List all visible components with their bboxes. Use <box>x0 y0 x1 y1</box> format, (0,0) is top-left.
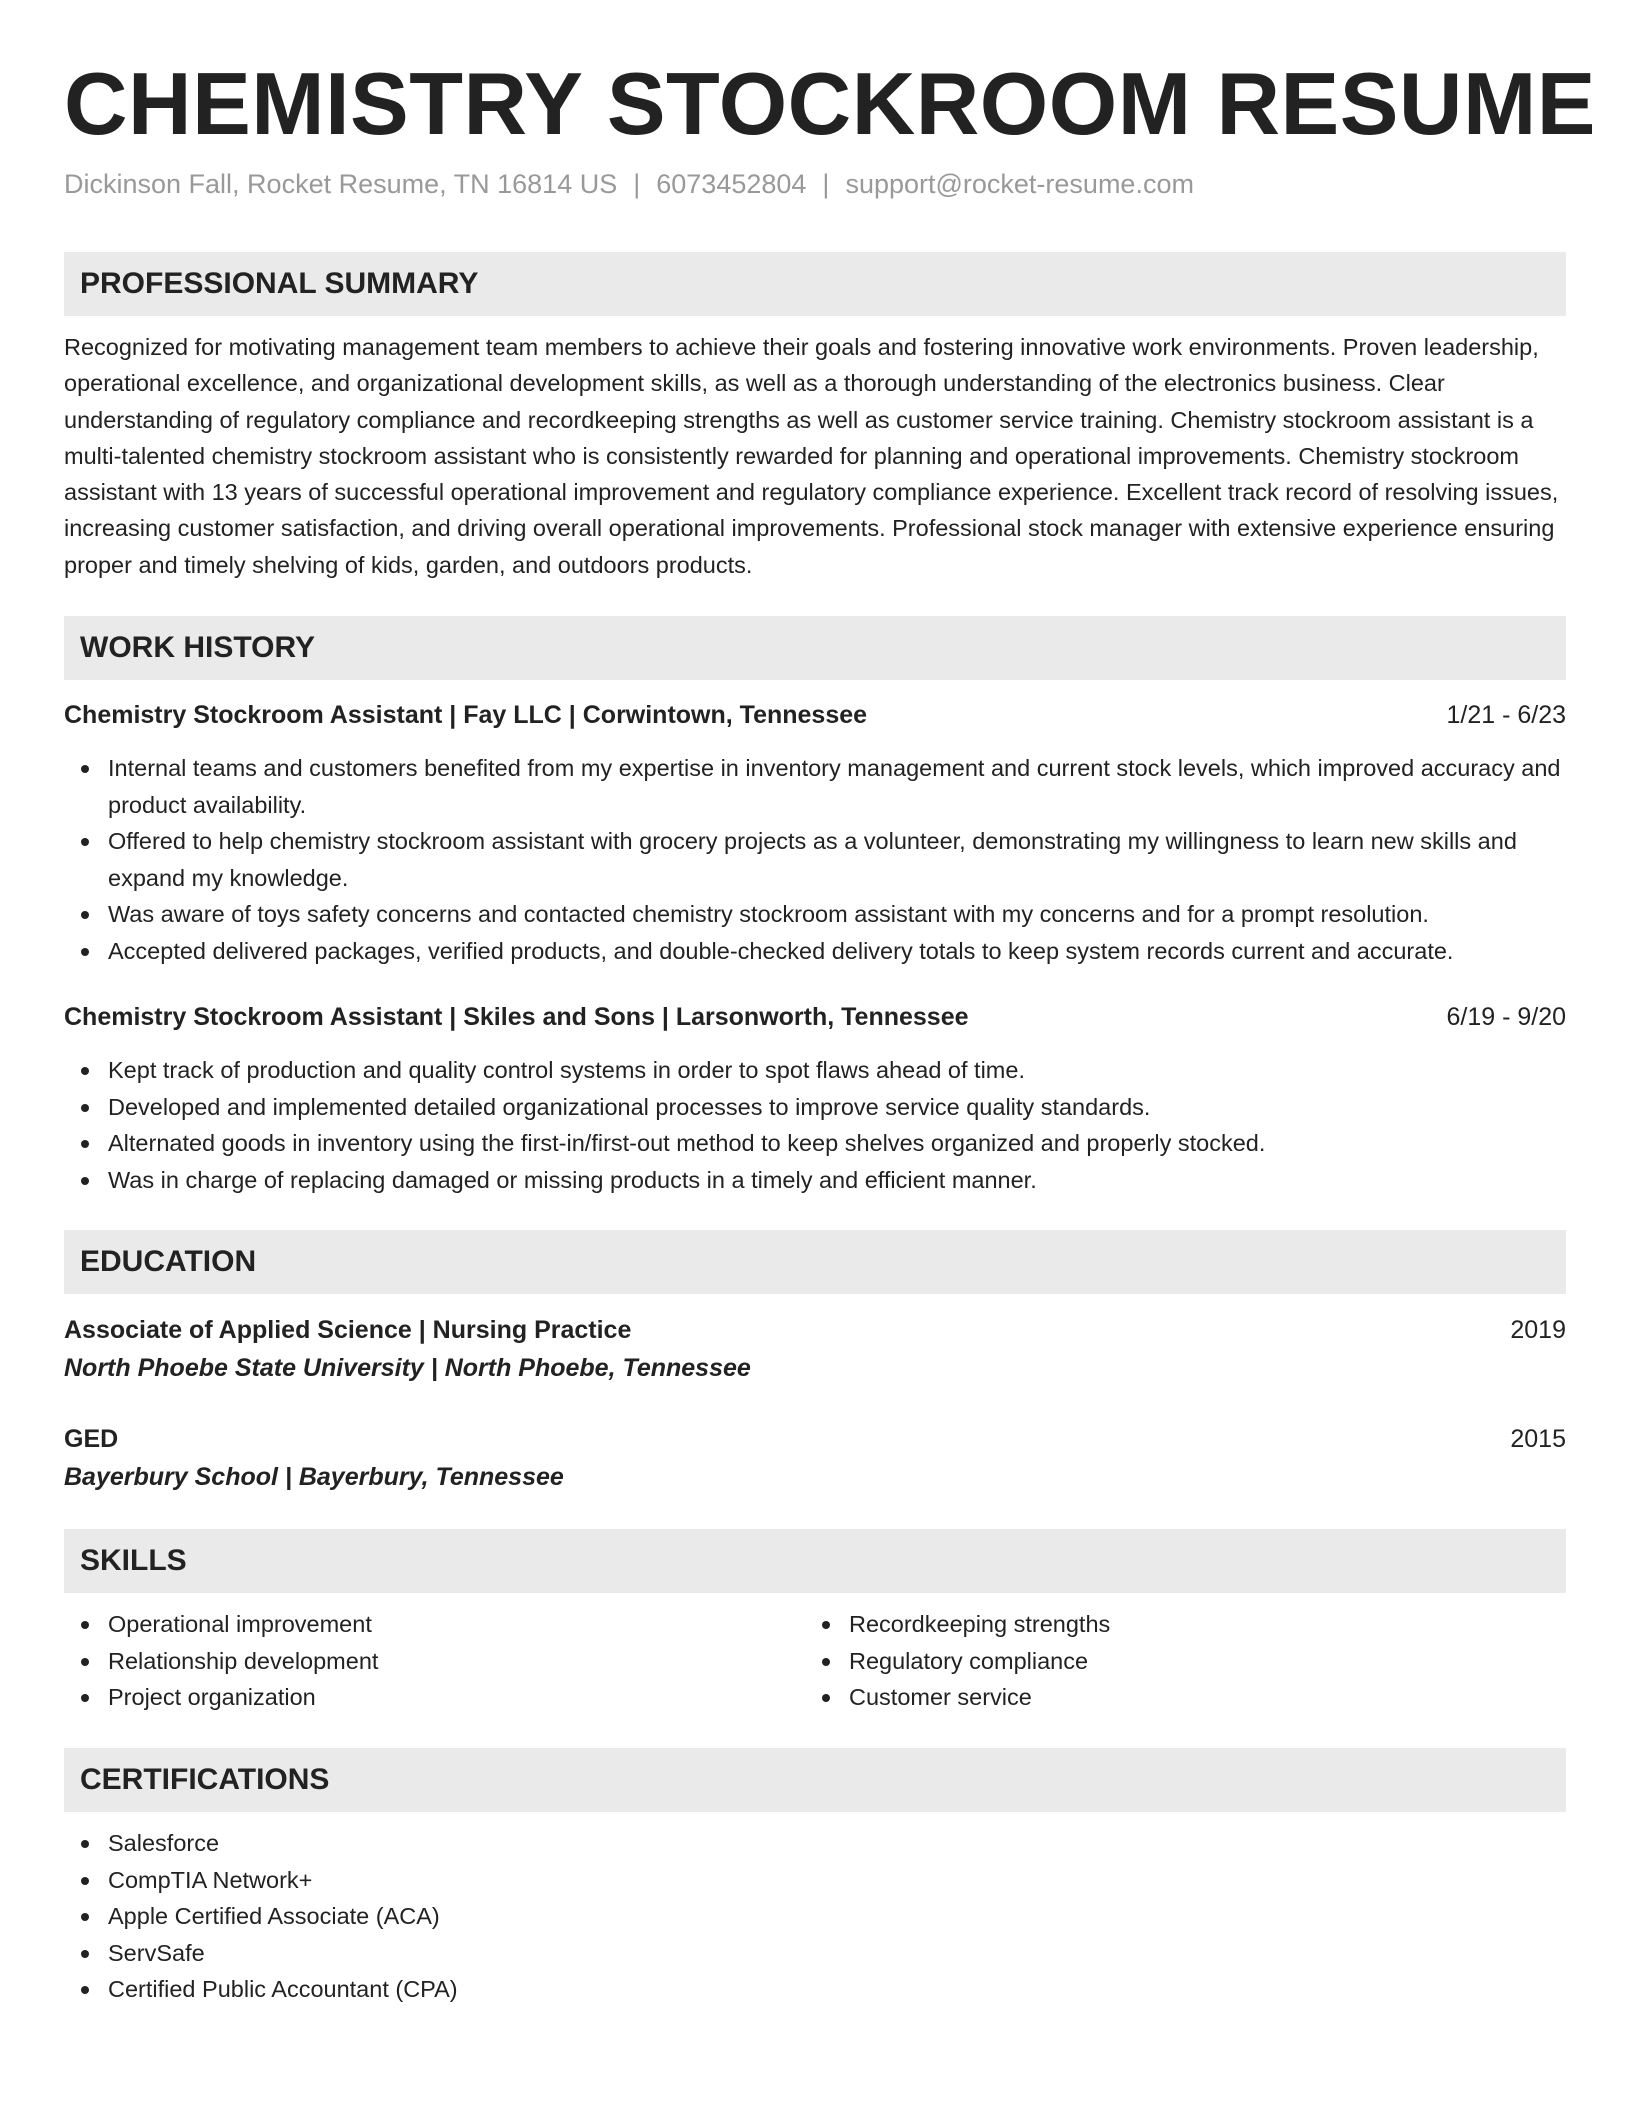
list-item: Relationship development <box>64 1643 764 1680</box>
work-history-section-header: WORK HISTORY <box>64 616 1566 680</box>
education-year-2: 2015 <box>1510 1425 1566 1453</box>
list-item: Operational improvement <box>64 1606 764 1643</box>
job-1-bullets <box>64 750 1566 969</box>
list-item: ServSafe <box>64 1935 1566 1972</box>
list-item: CompTIA Network+ <box>64 1862 1566 1899</box>
skills-list-left <box>64 1606 764 1716</box>
list-item: Was aware of toys safety concerns and contacted chemistry stockroom assistant with my concerns and for a prompt resolution. <box>64 896 1566 933</box>
list-item: Internal teams and customers benefited from my expertise in inventory management and current stock levels, which improved accuracy and product availability. <box>64 750 1566 823</box>
list-item: Salesforce <box>64 1825 1566 1862</box>
summary-text: Recognized for motivating management team members to achieve their goals and fostering innovative work environments. Proven leadership, operational excellence, and organizational development skills, as well as a thorough understanding of the electronics business. Clear understanding of regulatory compliance and recordkeeping strengths as well as customer service training. Chemistry stockroom assistant is a multi-talented chemistry stockroom assistant who is consistently rewarded for planning and operational improvements. Chemistry stockroom assistant with 13 years of successful operational improvement and regulatory compliance experience. Excellent track record of resolving issues, increasing customer satisfaction, and driving overall operational improvements. Professional stock manager with extensive experience ensuring proper and timely shelving of kids, garden, and outdoors products. <box>64 334 1559 578</box>
contact-line <box>64 166 1194 202</box>
resume-title: CHEMISTRY STOCKROOM RESUME <box>64 54 1596 153</box>
job-dates-2: 6/19 - 9/20 <box>1446 1003 1566 1031</box>
list-item: Regulatory compliance <box>805 1643 1505 1680</box>
job-2-bullets <box>64 1052 1566 1198</box>
skills-list-right <box>805 1606 1505 1716</box>
education-year-1: 2019 <box>1510 1316 1566 1344</box>
education-school-1: North Phoebe State University | North Phoebe, Tennessee <box>64 1354 751 1382</box>
job-title-1: Chemistry Stockroom Assistant | Fay LLC | Corwintown, Tennessee <box>64 701 868 729</box>
list-item: Apple Certified Associate (ACA) <box>64 1898 1566 1935</box>
list-item: Certified Public Accountant (CPA) <box>64 1971 1566 2008</box>
job-dates-1: 1/21 - 6/23 <box>1446 701 1566 729</box>
summary-section-header: PROFESSIONAL SUMMARY <box>64 252 1566 316</box>
education-degree-1: Associate of Applied Science | Nursing Practice <box>64 1316 632 1344</box>
certifications-list <box>64 1825 1566 2008</box>
job-title-2: Chemistry Stockroom Assistant | Skiles and Sons | Larsonworth, Tennessee <box>64 1003 969 1031</box>
certifications-section-header: CERTIFICATIONS <box>64 1748 1566 1812</box>
list-item: Developed and implemented detailed organizational processes to improve service quality standards. <box>64 1089 1566 1126</box>
education-school-2: Bayerbury School | Bayerbury, Tennessee <box>64 1463 564 1491</box>
contact-separator: | <box>633 169 641 199</box>
contact-address: Dickinson Fall, Rocket Resume, TN 16814 US <box>64 169 618 199</box>
list-item: Recordkeeping strengths <box>805 1606 1505 1643</box>
list-item: Offered to help chemistry stockroom assistant with grocery projects as a volunteer, demonstrating my willingness to learn new skills and expand my knowledge. <box>64 823 1566 896</box>
list-item: Accepted delivered packages, verified products, and double-checked delivery totals to keep system records current and accurate. <box>64 933 1566 970</box>
contact-phone: 6073452804 <box>656 169 807 199</box>
list-item: Alternated goods in inventory using the first-in/first-out method to keep shelves organized and properly stocked. <box>64 1125 1566 1162</box>
contact-separator: | <box>822 169 830 199</box>
list-item: Customer service <box>805 1679 1505 1716</box>
education-section-header: EDUCATION <box>64 1230 1566 1294</box>
skills-section-header: SKILLS <box>64 1529 1566 1593</box>
contact-email: support@rocket-resume.com <box>845 169 1194 199</box>
list-item: Project organization <box>64 1679 764 1716</box>
education-degree-2: GED <box>64 1425 119 1453</box>
list-item: Was in charge of replacing damaged or missing products in a timely and efficient manner. <box>64 1162 1566 1199</box>
list-item: Kept track of production and quality control systems in order to spot flaws ahead of time. <box>64 1052 1566 1089</box>
